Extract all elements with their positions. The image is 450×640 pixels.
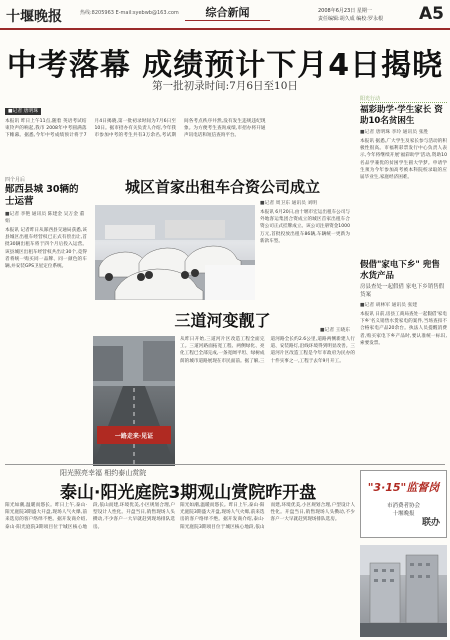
bottom-body-right: 阳光如潮,温暖而悠长。昨日上午,泰山·阳光庭院3期盛大开盘,现场人气火爆,前来选房的客户络绎不绝。据开发商介绍,泰山·阳光庭院3期项目位于城区核心地段,依山而建,环境优美,小区规划合理,户型设计人性化。开盘当日,销售现场人头攒动,不少客户一大早就赶到现场排队选房。 — [180, 503, 355, 530]
road-photo-drawing — [93, 336, 175, 466]
appliance-byline: ■记者 胡林军 通讯员 张建 — [360, 303, 418, 308]
help-body: 本报讯 据悉,广大学生及家长参与活动的积极性很高。市福利彩票发行中心负责人表示,今年将继续开展'福彩助学'活动,资助10名品学兼优的贫困学生圆大学梦。申请学生须为今年参加高考被本科院校录取的应届毕业生,家庭经济困难。 — [360, 139, 447, 181]
help-headline: 福彩助学·学生家长 资助10名贫困生 — [360, 105, 443, 126]
page-number: A5 — [419, 4, 444, 24]
editor-credits: 责任编辑:胡久成 编校:罗永根 — [318, 16, 383, 22]
taxi-photo — [95, 205, 255, 300]
bottom-headline: 泰山·阳光庭院3期观山赏院昨开盘 — [60, 483, 317, 503]
lead-byline: ■记者 唐明珠 — [5, 108, 41, 115]
help-byline: ■记者 唐明珠 李玲 通讯员 张胜 — [360, 130, 429, 135]
help-story — [360, 95, 447, 238]
side-news-body: 本报讯 记者昨日从郧西县交通局获悉,该县城区出租车经营权已正式有偿出让,首批30辆出租车将于四个月后投入运营。该县城区出租车经营权共出让30个,竞得者将统一购买同一品牌、同一颜色的车辆,并安装GPS卫星定位系统。 — [5, 228, 87, 270]
consumer-ad-box — [360, 470, 447, 538]
section-title: 综合新闻 — [185, 4, 270, 21]
taxi-photo-drawing — [95, 205, 255, 300]
bottom-kicker: 阳光照亮幸福 相约泰山赏院 — [60, 469, 147, 477]
side-news-byline: ■记者 李艳 通讯员 陈建金 吴万金 董娟 — [5, 212, 85, 224]
building-photo — [360, 545, 447, 637]
ad-cohost: 联办 — [421, 518, 440, 528]
building-photo-drawing — [360, 545, 447, 637]
appliance-headline: 假借"家电下乡" 兜售水货产品 — [360, 260, 440, 281]
taxi-text-block — [260, 200, 350, 281]
appliance-body: 本报讯 日前,房县工商局查处一起假借'家电下乡'名义销售水货家电的案件,当场查扣不合格家电产品20余台。执法人员提醒消费者,购买家电下乡产品时,要认准统一标识,索要发票。 — [360, 312, 447, 346]
ad-sponsor-2: 十堰晚报 — [392, 511, 415, 517]
taxi-body: 本报讯 6月20日,由十堰市宏运出租车公司与外地客运集团合资成立的城区首家出租车合资公司正式挂牌成立。该公司注册资金1000万元,首批投放出租车86辆,车辆统一更新为新款车型。 — [260, 210, 350, 244]
help-kicker: 阳光行动 — [360, 95, 447, 103]
bottom-body-left: 阳光如潮,温暖而悠长。昨日上午,泰山·阳光庭院3期盛大开盘,现场人气火爆,前来选房的客户络绎不绝。据开发商介绍,泰山·阳光庭院3期项目位于城区核心地段,依山而建,环境优美,小区规划合理,户型设计人性化。开盘当日,销售现场人头攒动,不少客户一大早就赶到现场排队选房。 — [5, 503, 175, 530]
ad-sponsor-1: 市消费者协会 — [386, 503, 420, 509]
masthead — [0, 0, 450, 30]
contact-info: 热线:8205963 E-mail:syebwb@163.com — [80, 10, 179, 16]
sanqiao-body: 从昨日开始,三道河片区改造工程全面完工。三道河路面拓宽工程、两侧绿化、亮化工程已全部完成,一条宽阔平坦、绿树成荫的城市道路展现在市民面前。据了解,三道河路全长约2.6公里,道路两侧新建人行道、安装路灯,沿线环境得到明显改善。三道河片区改造工程是今年市政府为民办的十件实事之一,工程于去年9月开工。 — [180, 337, 355, 364]
issue-date: 2008年6月23日 星期一 — [318, 8, 372, 14]
side-news-kicker: 四个月后 — [5, 177, 26, 183]
side-news-yunxi — [5, 176, 87, 445]
sanqiao-photo — [93, 336, 175, 466]
lead-subhead: 第一批初录时间:7月6日至10日 — [152, 80, 298, 92]
side-news-headline: 郧西县城 30辆的士运营 — [5, 184, 79, 207]
bottom-divider — [5, 464, 445, 465]
taxi-byline: ■记者 周卫东 通讯员 刘明 — [260, 201, 318, 206]
lead-body: 本报讯 昨日上午11点,随着 英语考试结束铃声的响起,我市 2008年中考圆满落下帷幕。据悉,今年中考成绩预计将于7月4日揭晓,第一批初录时间为7月6日至10日。据市招办有关负责人介绍,今年我市参加中考的考生共有3万余名,考试期间各考点秩序井然,没有发生违规违纪现象。为方便考生查询成绩,市招办将开通声讯电话和短信查询平台。 — [5, 119, 266, 139]
sanqiao-byline: ■记者 王晓东 — [320, 328, 351, 333]
newspaper-logo: 十堰晚报 — [6, 9, 62, 25]
photo-caption: 一路走来·见证 — [114, 433, 154, 440]
appliance-story — [360, 260, 447, 451]
taxi-headline: 城区首家出租车合资公司成立 — [124, 178, 320, 196]
appliance-subhead: 房县查处一起假借 家电下乡销售假货案 — [360, 284, 445, 298]
ad-title: "3·15"监督岗 — [367, 481, 440, 494]
sanqiao-headline: 三道河变靓了 — [174, 311, 271, 330]
lead-headline: 中考落幕 成绩预计下月4日揭晓 — [6, 48, 444, 83]
lead-story — [5, 97, 355, 186]
